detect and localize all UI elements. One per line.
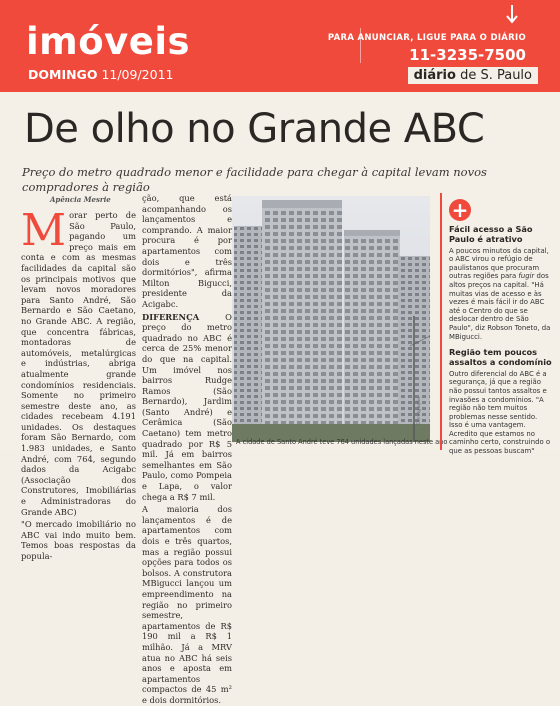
building-photo [232, 196, 430, 442]
arrow-down-icon [504, 4, 520, 26]
photo-credit: Divulgação [416, 396, 422, 425]
paragraph [142, 312, 232, 503]
sidebar-text-a: A poucos minutos da capital, o ABC virou o refúgio de paulistanos que procuram outras regiões para [449, 246, 549, 281]
sidebar-text [449, 247, 552, 342]
byline: Apência Mesrie [50, 195, 111, 204]
headline: De olho no Grande ABC [24, 106, 485, 152]
tower-main [262, 204, 342, 442]
drop-cap: M [21, 205, 67, 256]
tower-middle [344, 234, 400, 442]
brand-bold: diário [413, 68, 456, 83]
ad-line: PARA ANUNCIAR, LIGUE PARA O DIÁRIO [327, 33, 526, 43]
plus-icon: + [449, 199, 471, 221]
paragraph: A maioria dos lançamentos é de apartamentos com dois e três quartos, mas a região possui opções para todos os bolsos. A construtora MBigucci lançou um empreendimento na região no primeiro semestre, apartamentos de R$ 190 mil a R$ 1 milhão. Já a MRV atua no ABC há seis anos e aposta em apartamentos compactos de 45 m² e dois dormitórios. [142, 504, 232, 705]
subhead: Preço do metro quadrado menor e facilidade para chegar à capital levam novos compradores à região [22, 165, 487, 194]
sidebar-box [440, 193, 552, 456]
sidebar-text: Outro diferencial do ABC é a segurança, já que a região não possui tantos assaltos e invasões a condomínios. "A região não tem muitos problemas nesse sentido. Isso é uma vantagem. Acredito que estamos no caminho certo, construindo o que as pessoas buscam" [449, 369, 551, 456]
newspaper-brand [408, 67, 538, 84]
building-photo-svg [232, 196, 430, 442]
day-label: DOMINGO [28, 67, 98, 82]
section-title: imóveis [26, 20, 191, 63]
paragraph: orar perto de São Paulo, pagando um preço mais em conta e com as mesmas facilidades da capital são os principais motivos que levam novos moradores para Santo André, São Bernardo e São Caetano, no Grande ABC. A região, que concentra fábricas, montadoras de automóveis, metalúrgicas e indústrias, abriga atualmente grande condomínios residenciais. Somente no primeiro semestre deste ano, as cidades recebeam 4.191 unidades. Os destaques foram São Bernardo, com 1.983 unidades, e Santo André, com 764, segundo dados da Acigabc (Associação dos Construtores, Imobiliárias e Administradoras do Grande ABC) [21, 210, 136, 517]
ad-contact [328, 33, 526, 64]
article-column-2 [142, 193, 232, 705]
brand-rest: de S. Paulo [455, 68, 532, 83]
paragraph: "O mercado imobiliário no ABC vai indo muito bem. Temos boas respostas da popula- [21, 519, 136, 561]
dateline [28, 67, 173, 82]
paragraph: ção, que está acompanhando os lançamentos e comprando. A maior procura é por apartamentos com dois e três dormitórios", afirma Milton Bigucci, presidente da Acigabc. [142, 193, 232, 309]
paragraph-text: O preço do metro quadrado no ABC é cerca de 25% menor do que na capital. Um imóvel nos bairros Rudge Ramos (São Bernardo), Jardim (Santo André) e Cerâmica (São Caetano) tem metro quadrado por R$ 5 mil. Já em bairros semelhantes em São Paulo, como Pompeia e Lapa, o valor chega a R$ 7 mil. [142, 311, 232, 502]
sidebar-title: Fácil acesso a São Paulo é atrativo [449, 224, 533, 244]
section-title-block [26, 22, 190, 62]
subhead-inline: DIFERENÇA [142, 311, 200, 322]
date-label: 11/09/2011 [101, 67, 174, 82]
article-column-1 [21, 205, 136, 561]
sidebar-title: Região tem poucos assaltos a condomínio [449, 347, 552, 367]
arrow-down-icon-svg [505, 4, 519, 24]
photo-caption: A cidade de Santo André teve 764 unidades lançadas neste ano [236, 438, 448, 446]
sidebar-text-b: dos altos preços na capital. "Há muitas vias de acesso e às vezes é mais fácil ir do ABC até o Centro do que se deslocar dentro de São Paulo", diz Robson Toneto, da MBigucci. [449, 272, 551, 341]
sidebar-text-italic: fugir [518, 272, 535, 281]
phone-number: 11-3235-7500 [409, 46, 526, 64]
